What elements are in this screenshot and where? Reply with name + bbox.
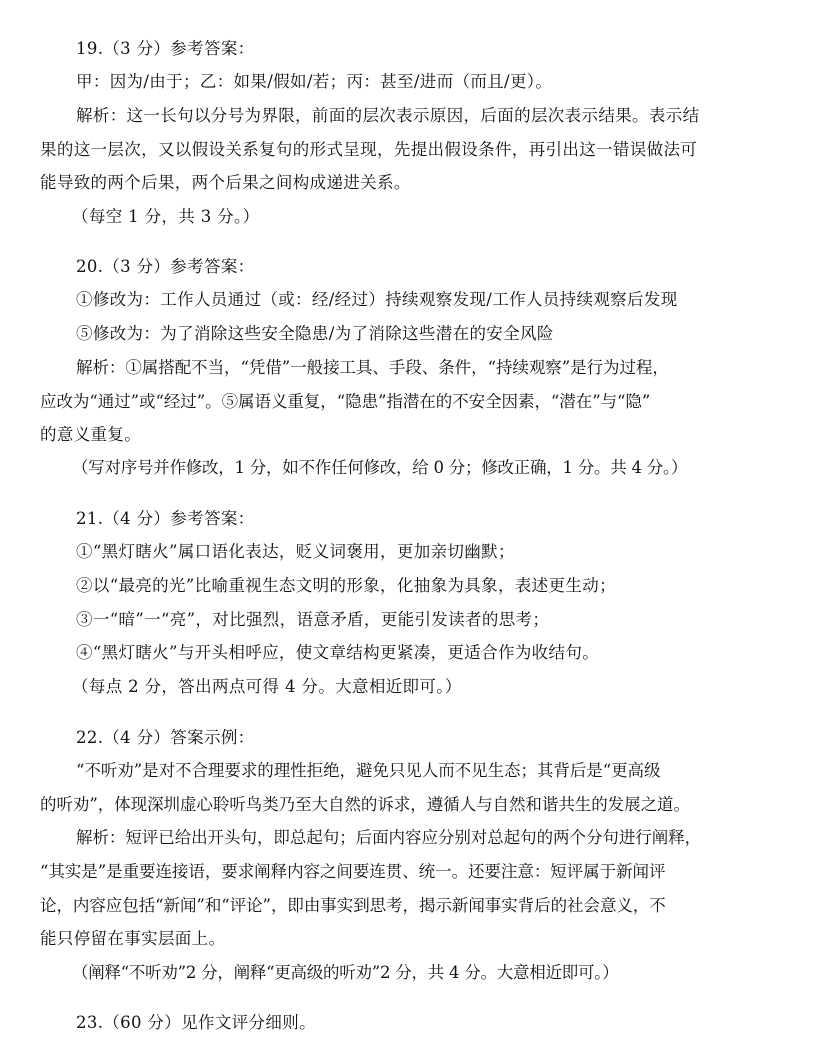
q21-point-2: ②以“最亮的光”比喻重视生态文明的形象，化抽象为具象，表述更生动； [76,576,616,595]
q20-analysis-line-2: 应改为“通过”或“经过”。⑤属语义重复，“隐患”指潜在的不安全因素，“潜在”与“隐” [40,392,651,411]
q19-analysis-line-2: 果的这一层次，又以假设关系复句的形式呈现，先提出假设条件，再引出这一错误做法可 [40,140,698,159]
q23-heading: 23.（60 分）见作文评分细则。 [76,1013,316,1032]
q20-scoring-note: （写对序号并作修改，1 分，如不作任何修改，给 0 分；修改正确，1 分。共 4 分。） [72,458,688,477]
q22-analysis-line-1: 解析：短评已给出开头句，即总起句；后面内容应分别对总起句的两个分句进行阐释， [76,828,702,847]
q20-answer-1: ①修改为：工作人员通过（或：经/经过）持续观察发现/工作人员持续观察后发现 [76,290,678,309]
q22-example-line-2: 的听劝”，体现深圳虚心聆听鸟类乃至大自然的诉求，遵循人与自然和谐共生的发展之道。 [40,795,690,814]
q22-analysis-line-3: 论，内容应包括“新闻”和“评论”，即由事实到思考，揭示新闻事实背后的社会意义，不 [40,896,666,915]
q21-heading: 21.（4 分）参考答案： [76,509,255,528]
q22-analysis-line-2: “其实是”是重要连接语，要求阐释内容之间要连贯、统一。还要注意：短评属于新闻评 [40,862,666,881]
q19-analysis-line-1: 解析：这一长句以分号为界限，前面的层次表示原因，后面的层次表示结果。表示结 [76,106,700,125]
q22-scoring-note: （阐释“不听劝”2 分，阐释“更高级的听劝”2 分，共 4 分。大意相近即可。） [72,963,619,982]
q20-analysis-line-1: 解析：①属搭配不当，“凭借”一般接工具、手段、条件，“持续观察”是行为过程， [76,358,669,377]
q19-answer: 甲：因为/由于；乙：如果/假如/若；丙：甚至/进而（而且/更）。 [76,72,553,91]
q21-point-3: ③一“暗”一“亮”，对比强烈，语意矛盾，更能引发读者的思考； [76,610,550,629]
q20-heading: 20.（3 分）参考答案： [76,257,255,276]
q22-heading: 22.（4 分）答案示例： [76,728,255,747]
q22-example-line-1: “不听劝”是对不合理要求的理性拒绝，避免只见人而不见生态；其背后是“更高级 [76,761,661,780]
q22-analysis-line-4: 能只停留在事实层面上。 [40,929,226,948]
q20-analysis-line-3: 的意义重复。 [40,425,142,444]
q21-point-1: ①“黑灯瞎火”属口语化表达，贬义词褒用，更加亲切幽默； [76,542,515,561]
q20-answer-5: ⑤修改为：为了消除这些安全隐患/为了消除这些潜在的安全风险 [76,324,554,343]
q19-heading: 19.（3 分）参考答案： [76,39,255,58]
q21-scoring-note: （每点 2 分，答出两点可得 4 分。大意相近即可。） [72,677,462,696]
q19-analysis-line-3: 能导致的两个后果，两个后果之间构成递进关系。 [40,173,411,192]
q21-point-4: ④“黑灯瞎火”与开头相呼应，使文章结构更紧凑，更适合作为收结句。 [76,643,600,662]
q19-scoring-note: （每空 1 分，共 3 分。） [72,207,260,226]
